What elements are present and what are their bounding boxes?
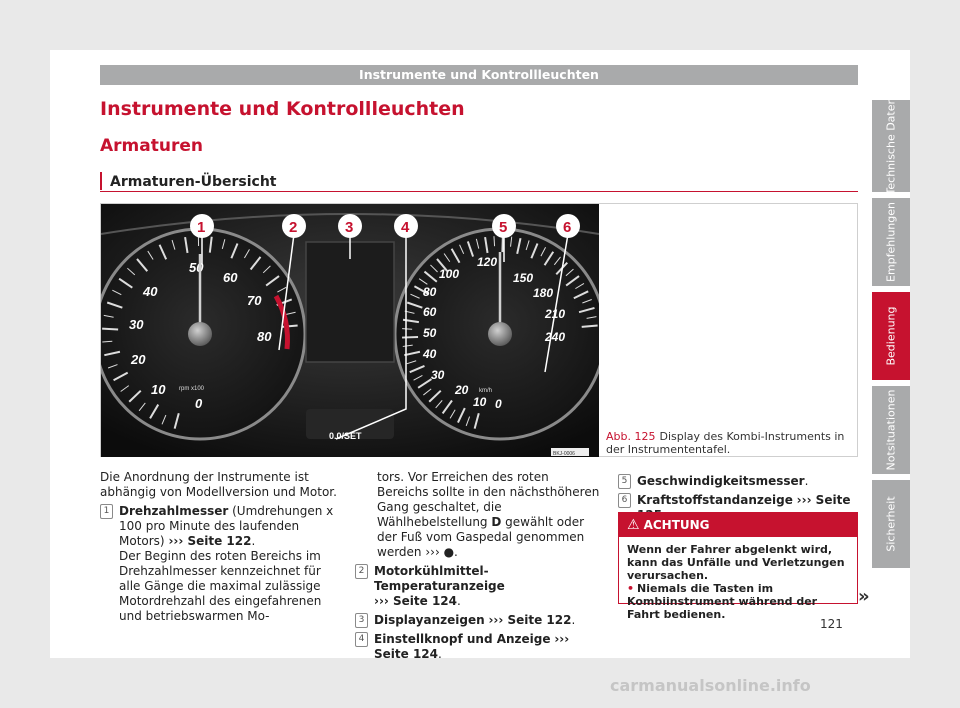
tab-bedienung[interactable] (872, 292, 910, 380)
speedo-label-20: 20 (455, 383, 469, 397)
warning-ref-icon[interactable]: ● (443, 545, 455, 559)
callout-2 (282, 214, 306, 238)
instrument-cluster-image (101, 204, 599, 457)
svg-text:1: 1 (197, 219, 206, 236)
warning-box (618, 512, 858, 621)
running-header: Instrumente und Kontrollleuchten (100, 65, 858, 85)
gauge-tick (402, 329, 412, 330)
item-number: 4 (355, 632, 368, 647)
speedo-label-210: 210 (545, 307, 566, 321)
warning-header (619, 513, 857, 537)
speedo-label-100: 100 (439, 267, 460, 281)
item-title: Drehzahlmesser (119, 504, 229, 518)
speedo-label-50: 50 (423, 326, 437, 340)
speedometer-hub (488, 322, 512, 346)
speedo-label-180: 180 (533, 286, 554, 300)
page-reference-link[interactable]: ››› Seite (796, 493, 851, 507)
item-description: Der Beginn des roten Bereichs im Drehzahlmesser kennzeichnet für alle Gänge die maximal zulässige Motordrehzahl des eingefahrenen und betriebswarmen Mo- (119, 549, 322, 623)
section-heading: Armaturen-Übersicht (110, 174, 277, 190)
page-subtitle: Armaturen (100, 136, 203, 156)
continuation-text: tors. Vor Erreichen des roten Bereichs sollte in den nächsthöheren Gang geschaltet, die Wählhebelstellung (377, 470, 600, 529)
set-button-label: 0.0/SET (329, 431, 362, 441)
tab-label: Bedienung (884, 306, 898, 366)
callout-5 (492, 214, 516, 238)
tab-notsituationen[interactable] (872, 386, 910, 474)
speedo-label-80: 80 (423, 285, 437, 299)
item-number: 1 (100, 504, 113, 519)
svg-text:2: 2 (289, 219, 298, 236)
warning-line-1: Wenn der Fahrer abgelenkt wird, kann das Unfälle und Verletzungen verursachen. (627, 543, 845, 582)
tach-label-30: 30 (129, 317, 144, 332)
list-item: 1 Drehzahlmesser (Umdrehungen x 100 pro Minute des laufenden Motors) ››› Seite 122. (100, 504, 340, 549)
item-title: Kraftstoffstandanzeige (637, 493, 793, 507)
gauge-tick (402, 337, 418, 338)
speedo-label-30: 30 (431, 368, 445, 382)
item-title: Motorkühlmittel-Temperaturanzeige (374, 564, 505, 593)
gauge-tick (582, 325, 598, 326)
list-item: 5 Geschwindigkeitsmesser. (618, 474, 858, 489)
column-middle (355, 470, 600, 662)
tab-sicherheit[interactable] (872, 480, 910, 568)
page-reference-link[interactable]: ››› Seite 122 (488, 613, 572, 627)
page-sheet (50, 50, 910, 661)
page-reference-link[interactable]: ››› Seite 124 (374, 594, 458, 608)
gauge-tick (102, 329, 118, 330)
tab-empfehlungen[interactable] (872, 198, 910, 286)
bullet-icon: • (627, 582, 635, 595)
svg-text:4: 4 (401, 219, 410, 236)
speedo-label-60: 60 (423, 305, 437, 319)
tab-label: Sicherheit (884, 496, 898, 552)
speedo-label-10: 10 (473, 395, 487, 409)
callout-6 (556, 214, 580, 238)
speedo-label-150: 150 (513, 271, 534, 285)
tach-label-50: 50 (189, 260, 204, 275)
tab-label: Technische Daten (884, 97, 898, 195)
speedo-unit: km/h (479, 388, 493, 394)
item-number: 2 (355, 564, 368, 579)
callout-1 (190, 214, 214, 238)
page-title: Instrumente und Kontrollleuchten (100, 98, 465, 120)
list-item: 2 Motorkühlmittel-Temperaturanzeige ››› Seite 124. (355, 564, 600, 609)
item-number: 5 (618, 474, 631, 489)
gauge-tick (494, 236, 495, 246)
speedo-label-0: 0 (495, 397, 502, 411)
item-title: Displayanzeigen (374, 613, 485, 627)
warning-heading: ACHTUNG (643, 518, 710, 532)
tach-unit: rpm x100 (179, 386, 205, 392)
watermark: carmanualsonline.info (610, 676, 811, 695)
tach-label-60: 60 (223, 270, 238, 285)
chapter-tabs (872, 97, 910, 574)
continue-arrow-icon: » (858, 586, 870, 607)
continuation-text-2: gewählt oder der Fuß vom Gaspedal genommen werden ››› (377, 515, 585, 559)
figure-caption (606, 430, 846, 456)
page-reference-link[interactable]: ››› Seite 122 (168, 534, 252, 548)
svg-text:5: 5 (499, 219, 508, 236)
page-number: 121 (820, 617, 843, 631)
item-text: (Umdrehungen x 100 pro Minute des laufenden Motors) (119, 504, 334, 548)
warning-triangle-icon: ⚠ (627, 517, 640, 533)
tach-label-80: 80 (257, 329, 272, 344)
warning-line-2: Niemals die Tasten im Kombiinstrument während der Fahrt bedienen. (627, 582, 818, 621)
callout-4 (394, 214, 418, 238)
speedo-label-240: 240 (545, 330, 566, 344)
warning-body (619, 537, 857, 627)
list-item: 3 Displayanzeigen ››› Seite 122. (355, 613, 600, 628)
list-item: 4 Einstellknopf und Anzeige ››› Seite 124. (355, 632, 600, 662)
gear-position: D (491, 515, 502, 529)
section-rule (100, 191, 858, 192)
speedo-label-40: 40 (423, 347, 437, 361)
tachometer-hub (188, 322, 212, 346)
section-marker (100, 172, 102, 190)
tach-label-10: 10 (151, 382, 166, 397)
item-title: Einstellknopf und Anzeige (374, 632, 551, 646)
center-display (306, 242, 394, 362)
tach-label-0: 0 (195, 396, 203, 411)
figure-box (100, 203, 858, 457)
speedo-label-120: 120 (477, 255, 498, 269)
tab-label: Notsituationen (884, 389, 898, 471)
image-code: BKJ-0006 (553, 451, 575, 457)
callout-3 (338, 214, 362, 238)
figure-caption-text: Display des Kombi-Instruments in der Instrumententafel. (606, 430, 845, 456)
tab-label: Empfehlungen (884, 202, 898, 282)
tach-label-40: 40 (143, 284, 158, 299)
svg-text:3: 3 (345, 219, 354, 236)
column-left (100, 470, 340, 624)
tab-technische-daten[interactable] (872, 97, 910, 195)
item-title: Geschwindigkeitsmesser (637, 474, 805, 488)
item-continuation: tors. Vor Erreichen des roten Bereichs sollte in den nächsthöheren Gang geschaltet, die Wählhebelstellung D gewählt oder der Fuß vom Gaspedal genommen werden ››› ●. (377, 470, 600, 559)
svg-text:6: 6 (563, 219, 572, 236)
tach-label-20: 20 (131, 352, 146, 367)
figure-caption-label: Abb. 125 (606, 430, 656, 443)
page-reference-link[interactable]: ››› Seite 124 (374, 632, 570, 661)
warning-bullet-item (627, 582, 849, 621)
intro-text: Die Anordnung der Instrumente ist abhängig von Modellversion und Motor. (100, 470, 337, 499)
item-number: 3 (355, 613, 368, 628)
tach-label-70: 70 (247, 293, 262, 308)
item-number: 6 (618, 493, 631, 508)
